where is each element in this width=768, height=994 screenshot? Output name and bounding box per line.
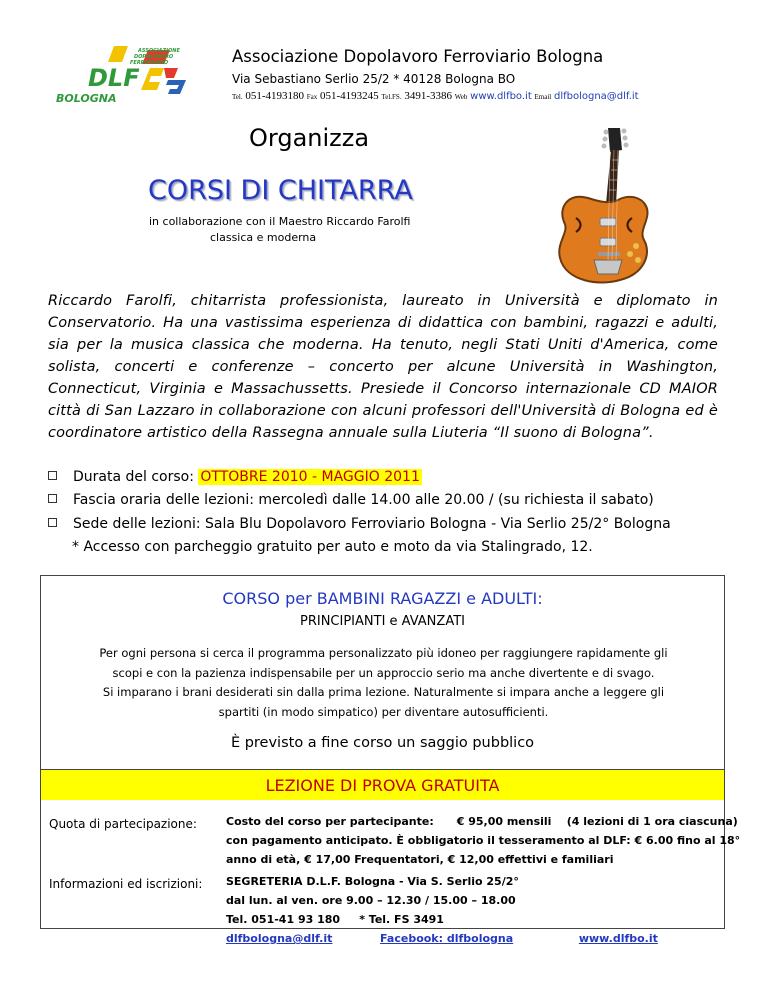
info-web-link[interactable]: www.dlfbo.it <box>578 932 658 945</box>
quota-line: anno di età, € 17,00 Frequentatori, € 12,00 effettivi e familiari <box>226 853 614 866</box>
info-line: SEGRETERIA D.L.F. Bologna - Via S. Serlio 25/2° <box>226 875 519 888</box>
durata-value: OTTOBRE 2010 - MAGGIO 2011 <box>200 469 420 485</box>
subtitle-collaboration: in collaborazione con il Maestro Riccardo Farolfi <box>149 215 411 228</box>
logo-line1: ASSOCIAZIONE <box>138 48 180 54</box>
course-description <box>65 644 702 722</box>
info-links-row <box>226 929 716 948</box>
org-name: Associazione Dopolavoro Ferroviario Bologna <box>232 47 604 66</box>
bullet-fascia <box>48 492 654 508</box>
info-label: Informazioni ed iscrizioni: <box>49 877 203 891</box>
email-link[interactable]: dlfbologna@dlf.it <box>553 91 639 102</box>
quota-line: con pagamento anticipato. È obbligatorio il tesseramento al DLF: € 6.00 fino al 18° <box>226 834 741 847</box>
course-box <box>40 575 741 945</box>
tel-label: Tel. <box>232 93 243 101</box>
dlf-logo <box>52 44 212 106</box>
tel-number: 051-4193180 <box>245 90 305 102</box>
fascia-text: Fascia oraria delle lezioni: mercoledì dalle 14.00 alle 20.00 / (su richiesta il sabato) <box>73 492 654 508</box>
desc-line: Si imparano i brani desiderati sin dalla prima lezione. Naturalmente si impara anche a leggere gli <box>102 685 665 699</box>
desc-line: spartiti (in modo simpatico) per diventare autosufficienti. <box>218 704 549 719</box>
org-address: Via Sebastiano Serlio 25/2 * 40128 Bologna BO <box>232 72 516 86</box>
fax-label: Fax <box>306 93 318 101</box>
trial-text: LEZIONE DI PROVA GRATUITA <box>265 776 500 795</box>
web-label: Web <box>454 93 468 101</box>
info-line: Tel. 051-41 93 180 * Tel. FS 3491 <box>226 913 444 926</box>
quota-label: Quota di partecipazione: <box>49 817 197 831</box>
course-levels: PRINCIPIANTI e AVANZATI <box>300 614 465 629</box>
guitar-image <box>548 126 658 286</box>
info-line: dal lun. al ven. ore 9.00 – 12.30 / 15.00 – 18.00 <box>226 894 516 907</box>
telfs-number: 3491-3386 <box>404 90 452 102</box>
trial-banner <box>41 769 724 800</box>
telfs-label: Tel.FS. <box>381 93 402 101</box>
info-email-link[interactable]: dlfbologna@dlf.it <box>226 932 333 945</box>
quota-details <box>226 812 741 869</box>
checkbox-bullet-icon <box>48 471 57 480</box>
logo-line3: FERROVIARIO <box>130 60 169 66</box>
fax-number: 051-4193245 <box>320 90 379 102</box>
saggio-note: È previsto a fine corso un saggio pubblico <box>230 735 535 751</box>
quota-line: Costo del corso per partecipante: € 95,00 mensili (4 lezioni di 1 ora ciascuna) <box>226 815 738 828</box>
facebook-link[interactable]: Facebook: dlfbologna <box>380 932 514 945</box>
logo-line2: DOPOLAVORO <box>134 54 174 60</box>
subtitle-style: classica e moderna <box>210 231 317 244</box>
checkbox-bullet-icon <box>48 494 57 503</box>
web-link[interactable]: www.dlfbo.it <box>470 91 532 102</box>
logo-city: BOLOGNA <box>56 92 117 105</box>
bullet-durata <box>48 469 422 485</box>
logo-brand: DLF <box>88 64 140 92</box>
bio-paragraph: Riccardo Farolfi, chitarrista professionista, laureato in Università e diplomato in Conservatorio. Ha una vastissima esperienza di didattica con bambini, ragazzi e adulti, sia per la musica classica che moderna. Ha tenuto, negli Stati Uniti d'America, come solista, concerti e conferenze – concerto per alcune Università in Washington, Connecticut, Virginia e Massachussetts. Presiede il Concorso internazionale CD MAIOR città di San Lazzaro in collaborazione con alcuni professori dell'Università di Bologna ed è coordinatore artistico della Rassegna annuale sulla Liuteria “Il suono di Bologna”. <box>48 293 718 441</box>
desc-line: Per ogni persona si cerca il programma personalizzato più idoneo per raggiungere rapidamente gli <box>99 646 668 660</box>
organizza-heading: Organizza <box>249 124 370 152</box>
email-label: Email <box>534 93 552 101</box>
desc-line: scopi e con la pazienza indispensabile per un approccio serio ma anche divertente e di svago. <box>112 665 655 680</box>
durata-label: Durata del corso: <box>73 469 199 485</box>
page-title: CORSI DI CHITARRA <box>148 175 413 206</box>
contact-line <box>232 90 639 102</box>
info-details <box>226 872 716 948</box>
bullet-sede <box>48 516 671 532</box>
sede-text: Sede delle lezioni: Sala Blu Dopolavoro Ferroviario Bologna - Via Serlio 25/2° Bologna <box>73 516 671 532</box>
course-title: CORSO per BAMBINI RAGAZZI e ADULTI: <box>222 589 543 608</box>
parking-note: * Accesso con parcheggio gratuito per auto e moto da via Stalingrado, 12. <box>72 539 593 555</box>
checkbox-bullet-icon <box>48 518 57 527</box>
